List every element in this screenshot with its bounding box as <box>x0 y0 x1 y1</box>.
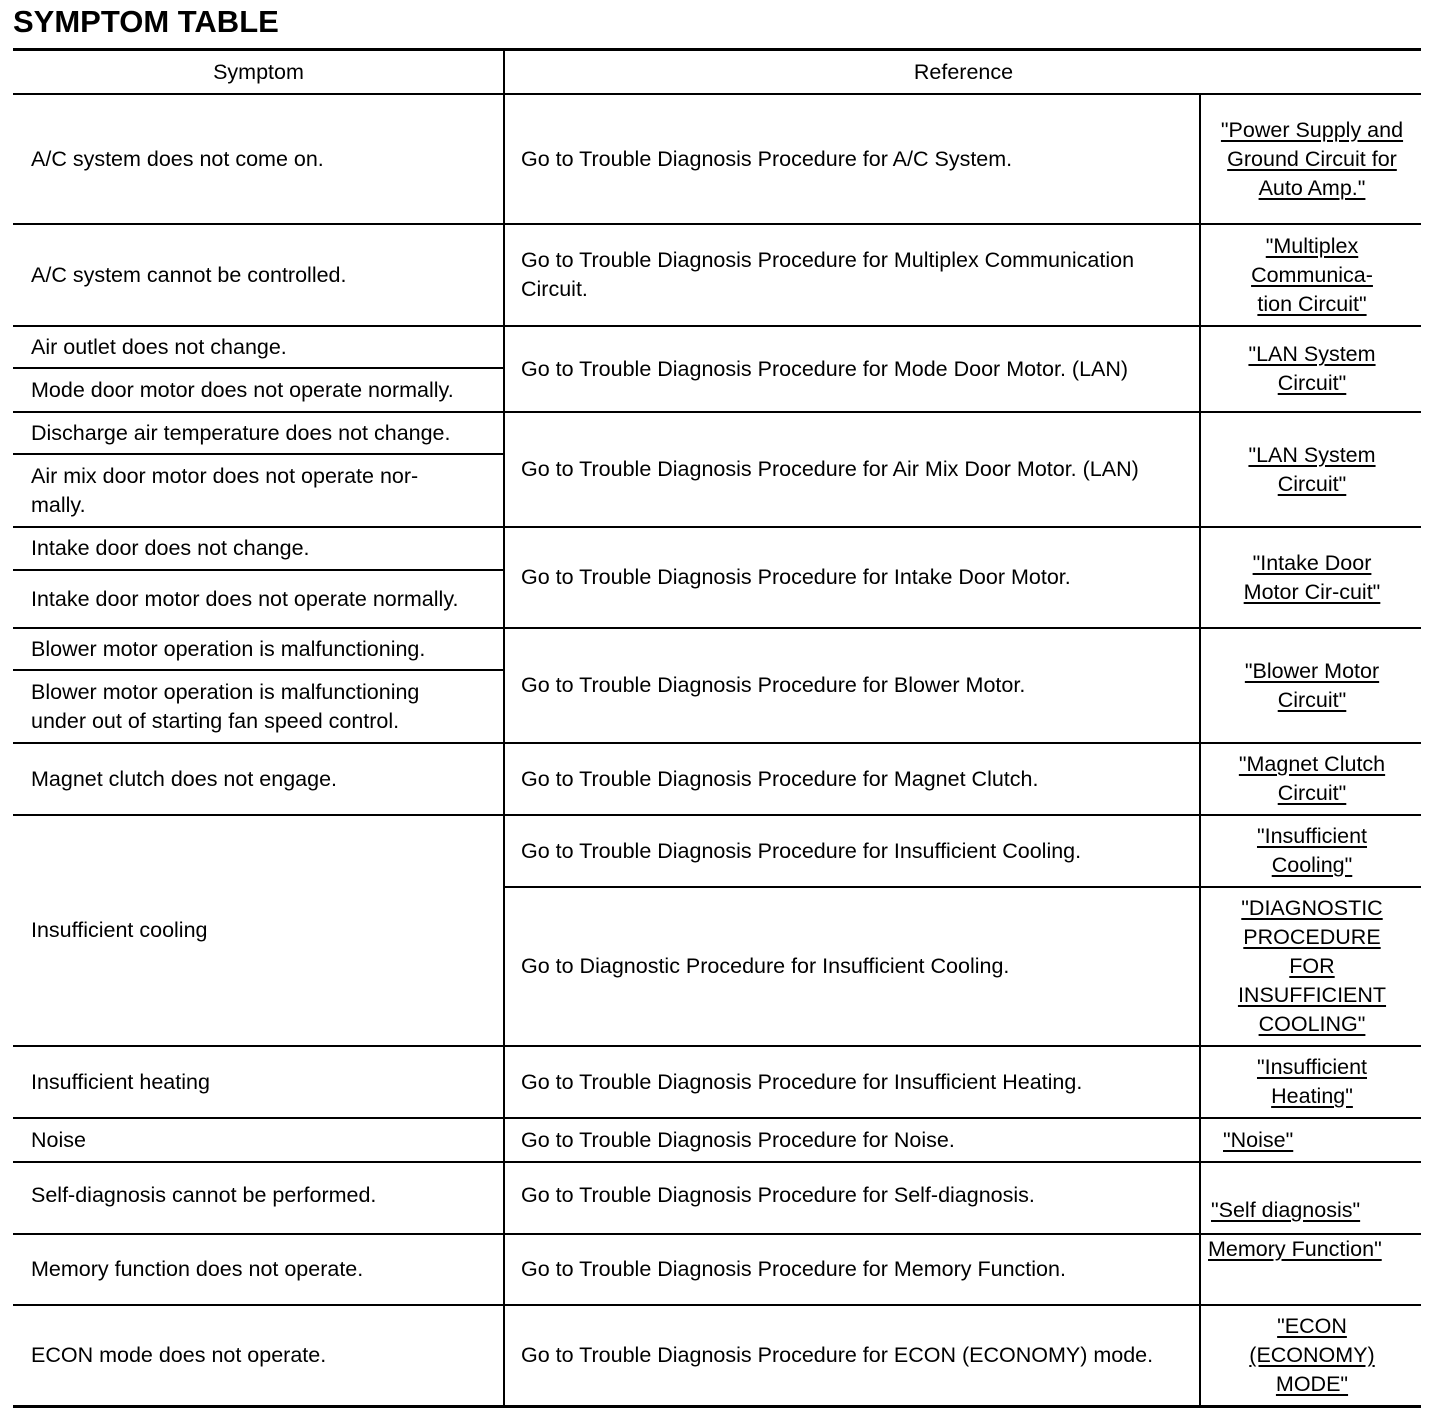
reference-link-text: "Insufficient Cooling" <box>1256 824 1368 877</box>
table-row-symptom: Mode door motor does not operate normally. <box>31 377 454 402</box>
reference-link-text: "LAN System Circuit" <box>1248 342 1376 395</box>
page-title: SYMPTOM TABLE <box>13 4 279 39</box>
reference-link[interactable] <box>1203 413 1421 526</box>
reference-link[interactable] <box>1203 225 1421 325</box>
reference-link-text: "Power Supply and Ground Circuit for Auto Amp." <box>1220 117 1404 200</box>
reference-link-text: "Noise" <box>1223 1127 1294 1152</box>
reference-link-text: "Insufficient Heating" <box>1256 1055 1368 1108</box>
table-row-procedure: Go to Trouble Diagnosis Procedure for Noise. <box>521 1127 955 1152</box>
table-row-procedure: Go to Trouble Diagnosis Procedure for Self-diagnosis. <box>521 1183 1035 1207</box>
table-row-procedure: Go to Trouble Diagnosis Procedure for Multiplex Communication Circuit. <box>521 248 1135 301</box>
table-row-symptom: A/C system cannot be controlled. <box>31 262 347 287</box>
table-row-procedure: Go to Trouble Diagnosis Procedure for Intake Door Motor. <box>521 565 1071 589</box>
reference-link[interactable] <box>1203 1047 1421 1117</box>
table-row-procedure: Go to Trouble Diagnosis Procedure for Insufficient Heating. <box>521 1069 1083 1094</box>
table-row-procedure: Go to Trouble Diagnosis Procedure for Air Mix Door Motor. (LAN) <box>521 457 1139 481</box>
table-row-symptom: Insufficient cooling <box>31 918 208 942</box>
table-row-symptom: Blower motor operation is malfunctioning under out of starting fan speed control. <box>31 679 420 733</box>
table-row-symptom: Discharge air temperature does not change. <box>31 420 451 445</box>
table-row-procedure: Go to Trouble Diagnosis Procedure for Blower Motor. <box>521 673 1026 697</box>
reference-link-text: "Intake Door Motor Cir-cuit" <box>1243 550 1381 604</box>
reference-link[interactable] <box>1203 1306 1421 1405</box>
table-row-procedure: Go to Trouble Diagnosis Procedure for Mode Door Motor. (LAN) <box>521 356 1129 381</box>
header-symptom: Symptom <box>213 59 304 84</box>
table-row-symptom: Intake door motor does not operate normally. <box>31 586 459 611</box>
reference-link[interactable] <box>1203 1119 1421 1161</box>
reference-link-text: Memory Function" <box>1208 1237 1382 1261</box>
table-row-symptom: Air mix door motor does not operate nor-mally. <box>31 463 419 517</box>
reference-link[interactable] <box>1203 1235 1421 1304</box>
table-row-procedure: Go to Trouble Diagnosis Procedure for A/C System. <box>521 146 1013 171</box>
table-row-symptom: Noise <box>31 1127 86 1152</box>
table-row-symptom: Intake door does not change. <box>31 536 310 560</box>
table-row-procedure: Go to Diagnostic Procedure for Insufficient Cooling. <box>521 954 1010 978</box>
table-row-symptom: ECON mode does not operate. <box>31 1343 327 1367</box>
reference-link-text: "DIAGNOSTIC PROCEDURE FOR INSUFFICIENT COOLING" <box>1237 896 1387 1036</box>
reference-link[interactable] <box>1203 888 1421 1045</box>
reference-link-text: "Self diagnosis" <box>1211 1198 1361 1222</box>
table-top-rule <box>13 48 1421 51</box>
table-row-symptom: Blower motor operation is malfunctioning. <box>31 636 426 661</box>
header-reference: Reference <box>913 59 1014 84</box>
reference-link-text: "LAN System Circuit" <box>1248 442 1376 496</box>
table-row-procedure: Go to Trouble Diagnosis Procedure for Magnet Clutch. <box>521 766 1039 791</box>
reference-link-text: "ECON (ECONOMY) MODE" <box>1249 1314 1375 1396</box>
reference-link[interactable] <box>1203 816 1421 886</box>
table-row-procedure: Go to Trouble Diagnosis Procedure for ECON (ECONOMY) mode. <box>521 1343 1154 1367</box>
reference-link[interactable] <box>1203 629 1421 742</box>
table-row-procedure: Go to Trouble Diagnosis Procedure for Insufficient Cooling. <box>521 838 1082 863</box>
table-row-symptom: Memory function does not operate. <box>31 1257 364 1281</box>
reference-link-text: "Multiplex Communica-tion Circuit" <box>1251 233 1373 316</box>
table-bottom-rule <box>13 1405 1421 1408</box>
reference-link[interactable] <box>1203 528 1421 627</box>
reference-link[interactable] <box>1203 327 1421 411</box>
reference-link[interactable] <box>1203 95 1421 223</box>
reference-link[interactable] <box>1203 744 1421 814</box>
reference-link-text: "Blower Motor Circuit" <box>1244 658 1380 712</box>
table-row-symptom: Air outlet does not change. <box>31 334 287 359</box>
reference-link-text: "Magnet Clutch Circuit" <box>1238 752 1386 805</box>
divider-reference-link <box>1199 94 1201 1405</box>
reference-link[interactable] <box>1203 1163 1421 1233</box>
table-row-symptom: A/C system does not come on. <box>31 146 324 171</box>
table-row-symptom: Insufficient heating <box>31 1069 210 1094</box>
table-row-symptom: Self-diagnosis cannot be performed. <box>31 1183 377 1207</box>
divider-symptom-reference <box>503 51 505 1405</box>
table-row-symptom: Magnet clutch does not engage. <box>31 766 337 791</box>
table-row-procedure: Go to Trouble Diagnosis Procedure for Memory Function. <box>521 1257 1066 1281</box>
